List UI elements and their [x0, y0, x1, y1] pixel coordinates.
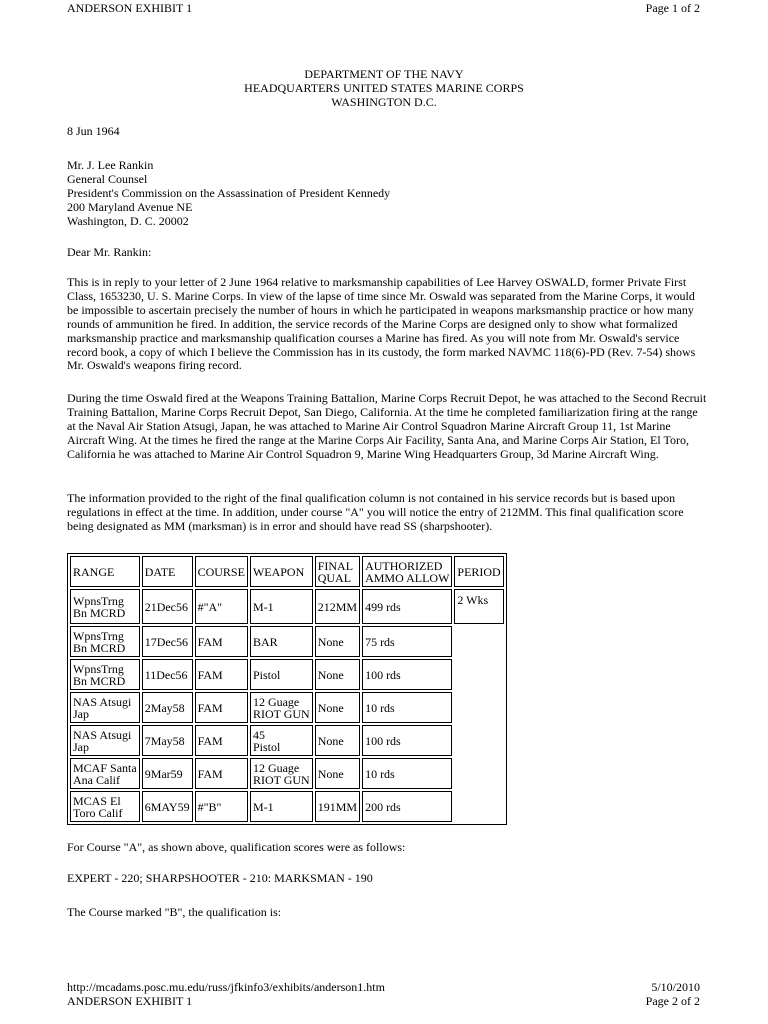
- header-range: RANGE: [70, 556, 140, 587]
- cell-weapon: [250, 758, 313, 789]
- header-final-line1: FINAL: [317, 558, 354, 573]
- cell-course: FAM: [195, 758, 248, 789]
- cell-course: FAM: [195, 725, 248, 756]
- cell-date: 9Mar59: [142, 758, 193, 789]
- header-final-qual: [315, 556, 360, 587]
- range-line2: Bn MCRD: [73, 605, 126, 620]
- recipient-street: 200 Maryland Avenue NE: [67, 200, 193, 214]
- header-period: PERIOD: [454, 556, 503, 587]
- letterhead-headquarters: HEADQUARTERS UNITED STATES MARINE CORPS: [244, 81, 524, 95]
- cell-period-empty: [454, 725, 503, 756]
- paragraph-3: The information provided to the right of the final qualification column is not contained in his service records but is based upon regulations in effect at the time. In addition, under course "A" you will notice the entry of 212MM. This final qualification score being designated as MM (marksman) is in error and should have read SS (sharpshooter).: [67, 491, 684, 533]
- table-row: [70, 791, 504, 822]
- cell-ammo: 100 rds: [362, 725, 452, 756]
- range-line1: MCAF Santa: [73, 760, 137, 775]
- weapon-line2: RIOT GUN: [252, 772, 310, 787]
- cell-period-empty: [454, 692, 503, 723]
- range-line1: NAS Atsugi: [73, 694, 132, 709]
- weapon-line1: M-1: [252, 599, 274, 614]
- cell-final: 191MM: [315, 791, 360, 822]
- table-row: [70, 725, 504, 756]
- weapon-line2: Pistol: [252, 739, 281, 754]
- range-line2: Jap: [73, 706, 89, 721]
- range-line2: Jap: [73, 739, 89, 754]
- range-line2: Toro Calif: [73, 805, 123, 820]
- range-line1: WpnsTrng: [73, 661, 124, 676]
- cell-final: None: [315, 659, 360, 690]
- cell-range: [70, 626, 140, 657]
- cell-range: [70, 692, 140, 723]
- cell-range: [70, 791, 140, 822]
- cell-course: FAM: [195, 692, 248, 723]
- cell-course: FAM: [195, 626, 248, 657]
- cell-range: [70, 725, 140, 756]
- weapon-line1: BAR: [252, 634, 278, 649]
- cell-ammo: 75 rds: [362, 626, 452, 657]
- table-row: [70, 589, 504, 624]
- cell-range: [70, 589, 140, 624]
- cell-period-empty: [454, 791, 503, 822]
- firing-record-table: [67, 553, 507, 825]
- cell-period-empty: [454, 626, 503, 657]
- recipient-org: President's Commission on the Assassination of President Kennedy: [67, 186, 391, 200]
- header-final-line2: QUAL: [317, 570, 352, 585]
- header-exhibit-label: ANDERSON EXHIBIT 1: [67, 1, 193, 15]
- cell-date: 6MAY59: [142, 791, 193, 822]
- cell-ammo: 100 rds: [362, 659, 452, 690]
- qualification-scores: EXPERT - 220; SHARPSHOOTER - 210: MARKSMAN - 190: [67, 871, 373, 885]
- cell-course: FAM: [195, 659, 248, 690]
- table-row: [70, 659, 504, 690]
- paragraph-2: During the time Oswald fired at the Weapons Training Battalion, Marine Corps Recruit Depot, he was attached to the Second Recruit Training Battalion, Marine Corps Recruit Depot, San Diego, California. At the time he completed familiarization firing at the range at the Naval Air Station Atsugi, Japan, he was attached to Marine Air Control Squadron Marine Aircraft Group 11, 1st Marine Aircraft Wing. At the times he fired the range at the Marine Corps Air Facility, Santa Ana, and Marine Corps Air Station, El Toro, California he was attached to Marine Air Control Squadron 9, Marine Wing Headquarters Group, 3d Marine Aircraft Wing.: [67, 391, 707, 461]
- table-row: [70, 626, 504, 657]
- range-line1: WpnsTrng: [73, 628, 124, 643]
- cell-ammo: 499 rds: [362, 589, 452, 624]
- cell-weapon: [250, 725, 313, 756]
- cell-final: None: [315, 692, 360, 723]
- header-ammo-line1: AUTHORIZED: [365, 558, 443, 573]
- recipient-city: Washington, D. C. 20002: [67, 214, 189, 228]
- paragraph-1: This is in reply to your letter of 2 June 1964 relative to marksmanship capabilities of Lee Harvey OSWALD, former Private First Class, 1653230, U. S. Marine Corps. In view of the lapse of time since Mr. Oswald was separated from the Marine Corps, it would be impossible to ascertain precisely the number of hours in which he participated in weapons marksmanship practice or how many rounds of ammunition he fired. In addition, the service records of the Marine Corps are designed only to show what formalized marksmanship practice and marksmanship qualification courses a Marine has fired. As you will note from Mr. Oswald's service record book, a copy of which I believe the Commission has in its custody, the form marked NAVMC 118(6)-PD (Rev. 7-54) shows Mr. Oswald's weapons firing record.: [67, 275, 696, 373]
- range-line2: Ana Calif: [73, 772, 120, 787]
- footer-page-number: Page 2 of 2: [645, 994, 700, 1008]
- cell-date: 17Dec56: [142, 626, 193, 657]
- table-header-row: [70, 556, 504, 587]
- range-line1: NAS Atsugi: [73, 727, 132, 742]
- weapon-line1: Pistol: [252, 667, 281, 682]
- cell-weapon: [250, 589, 313, 624]
- weapon-line1: M-1: [252, 799, 274, 814]
- cell-weapon: [250, 791, 313, 822]
- range-line2: Bn MCRD: [73, 640, 126, 655]
- cell-course: #"A": [195, 589, 248, 624]
- cell-final: None: [315, 758, 360, 789]
- letterhead-department: DEPARTMENT OF THE NAVY: [304, 67, 464, 81]
- course-b-note: The Course marked "B", the qualification is:: [67, 905, 282, 919]
- footer-date: 5/10/2010: [651, 980, 700, 994]
- cell-final: None: [315, 626, 360, 657]
- letter-date: 8 Jun 1964: [67, 124, 120, 138]
- letterhead: [0, 67, 768, 109]
- cell-final: None: [315, 725, 360, 756]
- weapon-line1: 12 Guage: [252, 760, 300, 775]
- cell-ammo: 10 rds: [362, 692, 452, 723]
- recipient-name: Mr. J. Lee Rankin: [67, 158, 154, 172]
- weapon-line1: 12 Guage: [252, 694, 300, 709]
- header-course: COURSE: [195, 556, 248, 587]
- cell-weapon: [250, 692, 313, 723]
- range-line1: WpnsTrng: [73, 593, 124, 608]
- weapon-line2: RIOT GUN: [252, 706, 310, 721]
- table-row: [70, 692, 504, 723]
- range-line2: Bn MCRD: [73, 673, 126, 688]
- header-page-number: Page 1 of 2: [645, 1, 700, 15]
- cell-period-empty: [454, 659, 503, 690]
- footer-source-url[interactable]: http://mcadams.posc.mu.edu/russ/jfkinfo3/exhibits/anderson1.htm: [67, 980, 385, 994]
- header-date: DATE: [142, 556, 193, 587]
- cell-ammo: 200 rds: [362, 791, 452, 822]
- cell-period-empty: [454, 758, 503, 789]
- header-weapon: WEAPON: [250, 556, 313, 587]
- letterhead-location: WASHINGTON D.C.: [331, 95, 437, 109]
- table-row: [70, 758, 504, 789]
- cell-ammo: 10 rds: [362, 758, 452, 789]
- cell-date: 2May58: [142, 692, 193, 723]
- cell-course: #"B": [195, 791, 248, 822]
- salutation: Dear Mr. Rankin:: [67, 245, 152, 259]
- cell-period: 2 Wks: [454, 589, 503, 624]
- recipient-title: General Counsel: [67, 172, 148, 186]
- weapon-line1: 45: [252, 727, 265, 742]
- header-ammo-line2: AMMO ALLOW: [365, 570, 450, 585]
- cell-range: [70, 659, 140, 690]
- recipient-address: [67, 158, 390, 228]
- cell-final: 212MM: [315, 589, 360, 624]
- course-a-note: For Course "A", as shown above, qualification scores were as follows:: [67, 840, 406, 854]
- footer-exhibit-label: ANDERSON EXHIBIT 1: [67, 994, 193, 1008]
- cell-weapon: [250, 659, 313, 690]
- header-ammo: [362, 556, 452, 587]
- cell-date: 7May58: [142, 725, 193, 756]
- cell-range: [70, 758, 140, 789]
- range-line1: MCAS El: [73, 793, 121, 808]
- cell-weapon: [250, 626, 313, 657]
- cell-date: 11Dec56: [142, 659, 193, 690]
- cell-date: 21Dec56: [142, 589, 193, 624]
